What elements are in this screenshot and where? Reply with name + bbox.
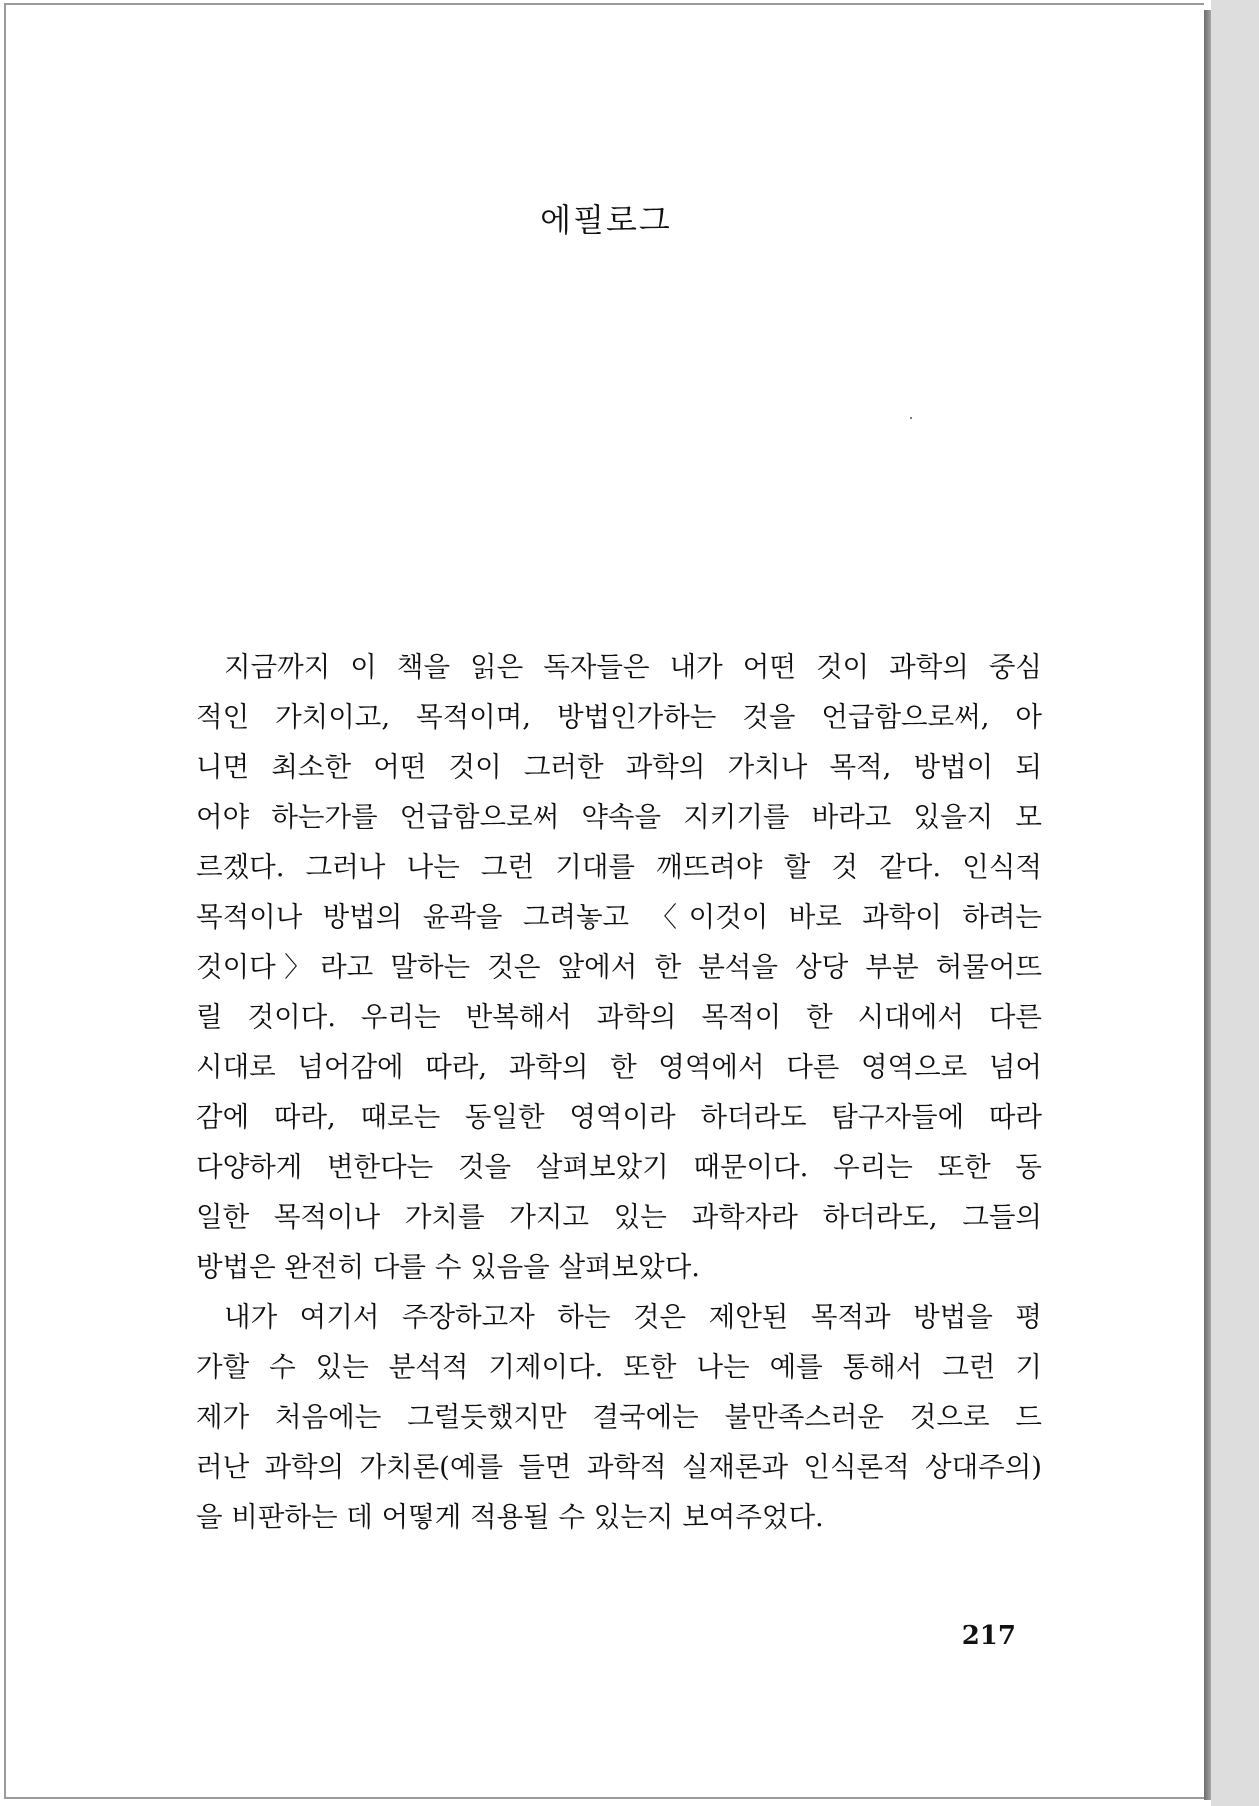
text-line: 르겠다. 그러나 나는 그런 기대를 깨뜨려야 할 것 같다. 인식적 [196,851,1042,883]
scanner-background-edge [1211,0,1259,1806]
text-line: 지금까지 이 책을 읽은 독자들은 내가 어떤 것이 과학의 중심 [224,651,1042,683]
text-line: 내가 여기서 주장하고자 하는 것은 제안된 목적과 방법을 평 [224,1301,1042,1333]
text-line: 제가 처음에는 그럴듯했지만 결국에는 불만족스러운 것으로 드 [196,1401,1042,1433]
text-line: 일한 목적이나 가치를 가지고 있는 과학자라 하더라도, 그들의 [196,1201,1042,1233]
paragraph-2 [196,1292,1042,1542]
text-line: 러난 과학의 가치론(예를 들면 과학적 실재론과 인식론적 상대주의) [196,1451,1042,1483]
body-text [196,642,1042,1542]
scan-speck [910,417,912,419]
text-line: 것이다〉라고 말하는 것은 앞에서 한 분석을 상당 부분 허물어뜨 [196,951,1042,983]
text-line: 을 비판하는 데 어떻게 적용될 수 있는지 보여주었다. [196,1501,824,1533]
text-line: 시대로 넘어감에 따라, 과학의 한 영역에서 다른 영역으로 넘어 [196,1051,1042,1083]
text-line: 니면 최소한 어떤 것이 그러한 과학의 가치나 목적, 방법이 되 [196,751,1042,783]
text-line: 적인 가치이고, 목적이며, 방법인가하는 것을 언급함으로써, 아 [196,701,1042,733]
text-line: 가할 수 있는 분석적 기제이다. 또한 나는 예를 통해서 그런 기 [196,1351,1042,1383]
page-number: 217 [961,1621,1016,1651]
text-line: 방법은 완전히 다를 수 있음을 살펴보았다. [196,1251,701,1283]
text-line: 어야 하는가를 언급함으로써 약속을 지키기를 바라고 있을지 모 [196,801,1042,833]
text-line: 다양하게 변한다는 것을 살펴보았기 때문이다. 우리는 또한 동 [196,1151,1042,1183]
book-page [4,3,1204,1799]
chapter-title: 에필로그 [540,201,672,239]
paragraph-1 [196,642,1042,1292]
text-line: 감에 따라, 때로는 동일한 영역이라 하더라도 탐구자들에 따라 [196,1101,1042,1133]
text-line: 목적이나 방법의 윤곽을 그려놓고 〈이것이 바로 과학이 하려는 [196,901,1042,933]
page-stack-edge [1204,10,1211,1800]
text-line: 릴 것이다. 우리는 반복해서 과학의 목적이 한 시대에서 다른 [196,1001,1042,1033]
